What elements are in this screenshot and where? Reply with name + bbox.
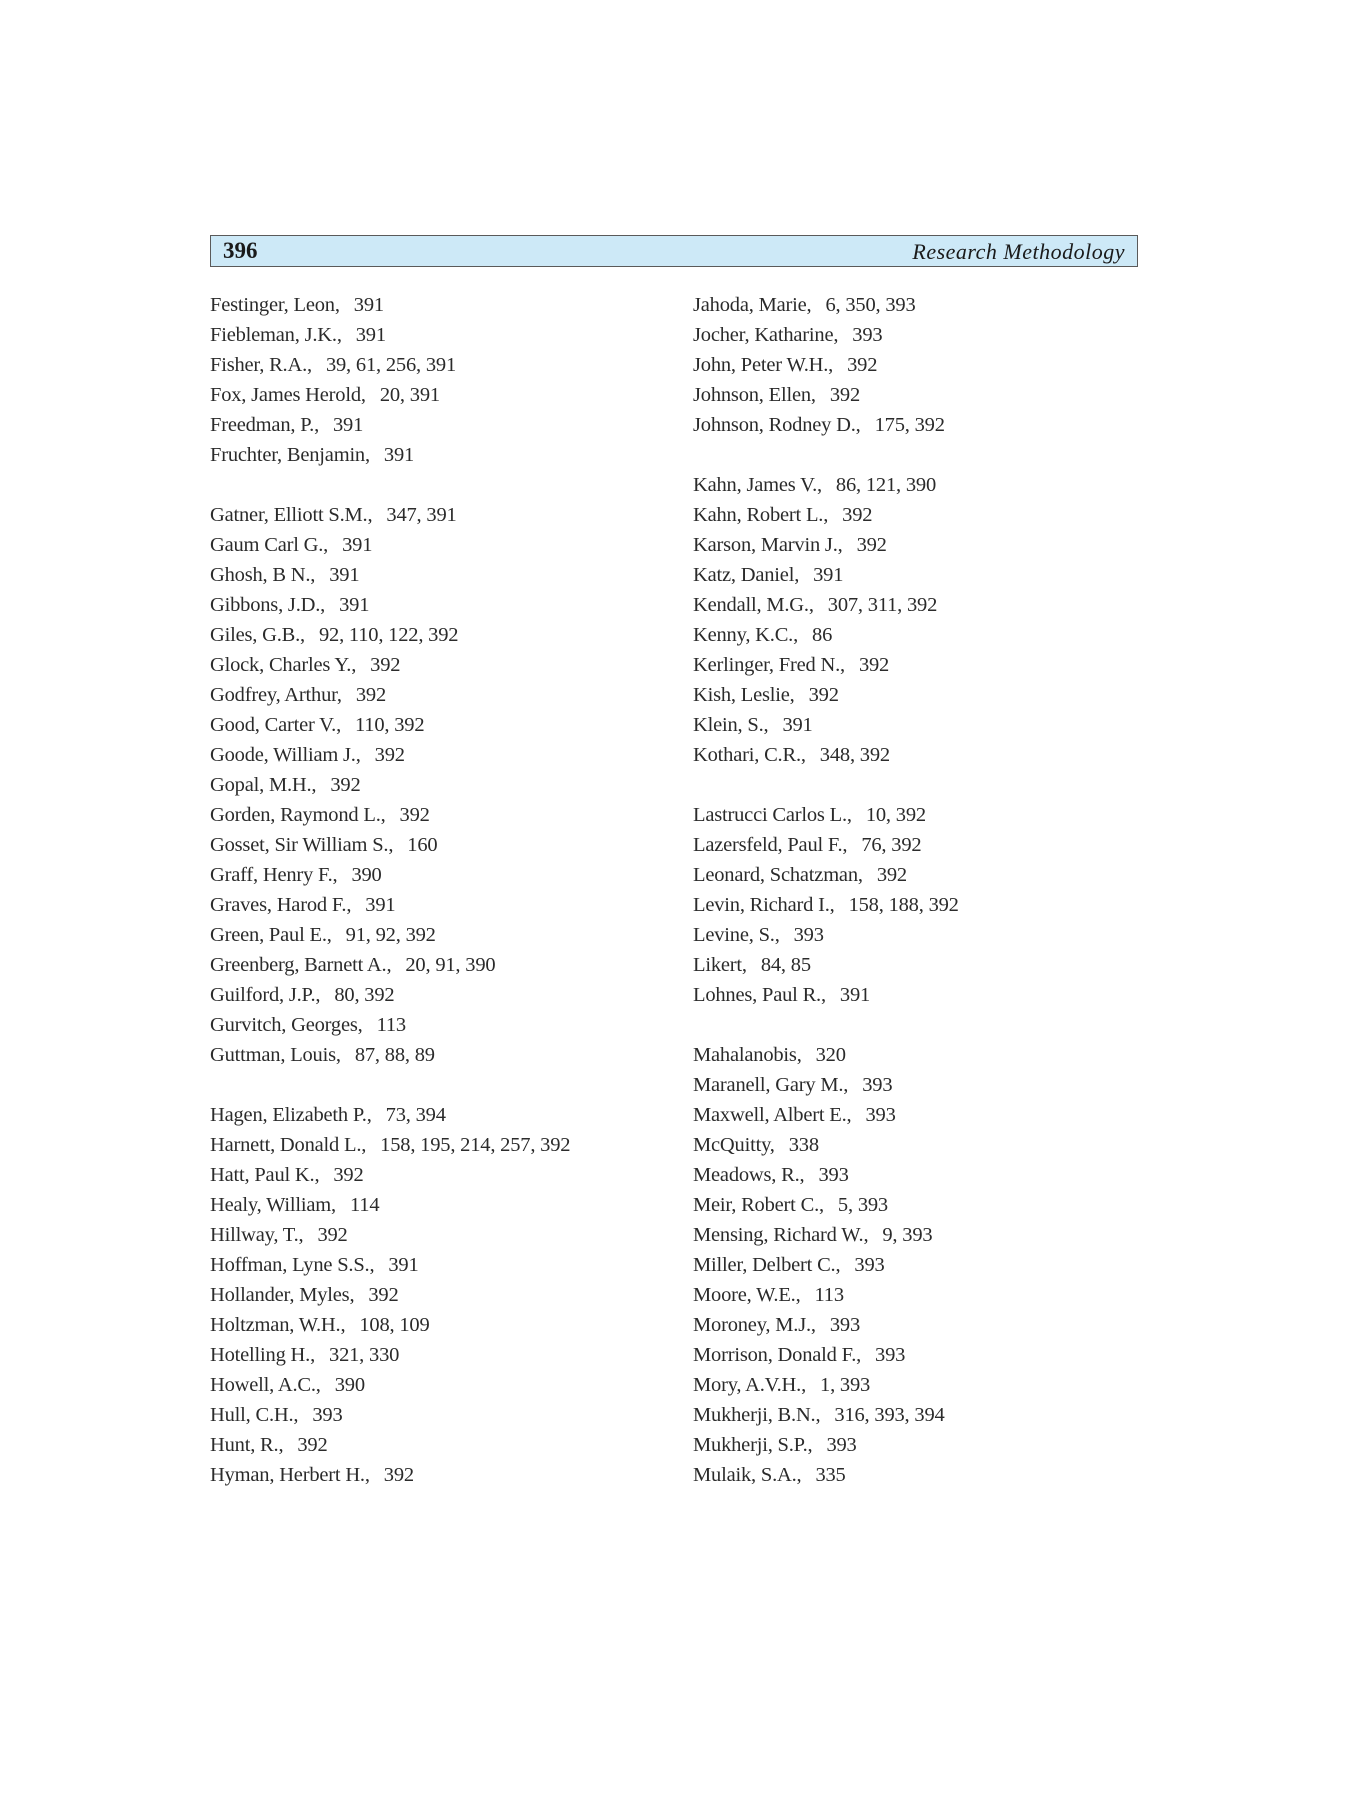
index-entry — [693, 1222, 959, 1252]
page-references: 391 — [383, 444, 415, 466]
author-name: Harnett, Donald L., — [210, 1134, 367, 1156]
index-entry — [693, 712, 959, 742]
index-column-right — [693, 292, 959, 1492]
author-name: Kerlinger, Fred N., — [693, 654, 845, 676]
index-entry — [210, 832, 570, 862]
index-entry — [693, 532, 959, 562]
page-references: 392 — [317, 1224, 348, 1246]
page-references: 393 — [852, 324, 883, 346]
index-entry — [210, 982, 570, 1012]
page-references: 393 — [818, 1164, 849, 1186]
index-entry — [210, 712, 570, 742]
page-references: 84, 85 — [760, 954, 811, 976]
running-header — [210, 235, 1138, 267]
author-name: Guttman, Louis, — [210, 1044, 341, 1066]
page-references: 392 — [842, 504, 873, 526]
author-name: Meadows, R., — [693, 1164, 805, 1186]
page-references: 391 — [782, 714, 813, 736]
author-name: Kendall, M.G., — [693, 594, 814, 616]
index-entry — [693, 802, 959, 832]
index-entry — [210, 502, 570, 532]
author-name: Lohnes, Paul R., — [693, 984, 826, 1006]
author-name: Lazersfeld, Paul F., — [693, 834, 848, 856]
page-references: 1, 393 — [820, 1374, 871, 1396]
author-name: Gurvitch, Georges, — [210, 1014, 363, 1036]
index-entry — [210, 1252, 570, 1282]
page-references: 391 — [839, 984, 871, 1006]
author-name: Giles, G.B., — [210, 624, 305, 646]
index-entry — [693, 352, 959, 382]
author-name: Gatner, Elliott S.M., — [210, 504, 373, 526]
author-name: Festinger, Leon, — [210, 294, 340, 316]
page-references: 391 — [365, 894, 396, 916]
index-entry — [693, 1432, 959, 1462]
page-references: 390 — [334, 1374, 365, 1396]
page-references: 158, 195, 214, 257, 392 — [380, 1134, 571, 1156]
page-references: 392 — [368, 1284, 399, 1306]
page-references: 114 — [349, 1194, 380, 1216]
index-entry — [693, 1252, 959, 1282]
page-references: 338 — [788, 1134, 819, 1156]
index-entry — [693, 952, 959, 982]
page-references: 113 — [814, 1284, 844, 1306]
author-name: Moroney, M.J., — [693, 1314, 816, 1336]
index-entry — [210, 682, 570, 712]
index-entry — [693, 1342, 959, 1372]
author-name: Likert, — [693, 954, 747, 976]
author-name: Jocher, Katharine, — [693, 324, 839, 346]
index-entry — [210, 952, 570, 982]
section-gap — [210, 472, 570, 502]
author-name: Mensing, Richard W., — [693, 1224, 869, 1246]
page-references: 392 — [808, 684, 839, 706]
index-entry — [693, 1102, 959, 1132]
author-name: Kahn, Robert L., — [693, 504, 829, 526]
index-entry — [210, 562, 570, 592]
page-references: 392 — [355, 684, 387, 706]
author-name: Goode, William J., — [210, 744, 361, 766]
author-name: Maxwell, Albert E., — [693, 1104, 852, 1126]
author-name: Hoffman, Lyne S.S., — [210, 1254, 375, 1276]
page-references: 175, 392 — [874, 414, 945, 436]
index-column-left — [210, 292, 570, 1492]
index-entry — [210, 772, 570, 802]
page-references: 391 — [353, 294, 384, 316]
section-gap — [693, 1012, 959, 1042]
page-references: 392 — [856, 534, 887, 556]
index-entry — [210, 412, 570, 442]
page-references: 392 — [876, 864, 907, 886]
page-references: 307, 311, 392 — [827, 594, 938, 616]
page-references: 108, 109 — [359, 1314, 430, 1336]
author-name: Levine, S., — [693, 924, 780, 946]
author-name: Hillway, T., — [210, 1224, 304, 1246]
index-entry — [693, 652, 959, 682]
author-name: Mukherji, S.P., — [693, 1434, 813, 1456]
page-references: 393 — [854, 1254, 885, 1276]
author-name: Mahalanobis, — [693, 1044, 802, 1066]
index-entry — [693, 922, 959, 952]
page-references: 391 — [813, 564, 844, 586]
index-entry — [210, 1402, 570, 1432]
page-references: 86, 121, 390 — [835, 474, 937, 496]
author-name: Fox, James Herold, — [210, 384, 366, 406]
page-references: 10, 392 — [865, 804, 926, 826]
author-name: Hollander, Myles, — [210, 1284, 355, 1306]
index-entry — [693, 1132, 959, 1162]
page-references: 110, 392 — [355, 714, 425, 736]
index-entry — [693, 862, 959, 892]
index-entry — [210, 1432, 570, 1462]
index-entry — [693, 1072, 959, 1102]
index-entry — [210, 1012, 570, 1042]
index-entry — [693, 472, 959, 502]
index-entry — [693, 502, 959, 532]
index-entry — [693, 1042, 959, 1072]
page-references: 392 — [374, 744, 405, 766]
index-entry — [210, 442, 570, 472]
author-name: Ghosh, B N., — [210, 564, 316, 586]
index-entry — [693, 682, 959, 712]
page-references: 347, 391 — [386, 504, 457, 526]
page-references: 391 — [333, 414, 364, 436]
index-entry — [693, 1462, 959, 1492]
book-title: Research Methodology — [912, 239, 1125, 264]
index-entry — [210, 652, 570, 682]
author-name: Kothari, C.R., — [693, 744, 806, 766]
page-references: 335 — [815, 1464, 846, 1486]
index-entry — [210, 532, 570, 562]
author-name: Gorden, Raymond L., — [210, 804, 386, 826]
page-references: 392 — [383, 1464, 414, 1486]
author-name: Johnson, Ellen, — [693, 384, 816, 406]
author-name: Howell, A.C., — [210, 1374, 321, 1396]
author-name: Morrison, Donald F., — [693, 1344, 862, 1366]
index-entry — [210, 1372, 570, 1402]
page-references: 393 — [826, 1434, 857, 1456]
page-references: 91, 92, 392 — [345, 924, 436, 946]
index-entry — [693, 412, 959, 442]
author-name: Gopal, M.H., — [210, 774, 317, 796]
author-name: Kish, Leslie, — [693, 684, 795, 706]
page-references: 392 — [399, 804, 430, 826]
author-name: Fisher, R.A., — [210, 354, 312, 376]
author-name: Hull, C.H., — [210, 1404, 299, 1426]
page-references: 392 — [847, 354, 878, 376]
page-references: 320 — [815, 1044, 846, 1066]
index-entry — [210, 1042, 570, 1072]
page-references: 392 — [858, 654, 890, 676]
author-name: Green, Paul E., — [210, 924, 332, 946]
page-references: 20, 91, 390 — [405, 954, 496, 976]
page-references: 392 — [330, 774, 361, 796]
page-references: 73, 394 — [385, 1104, 446, 1126]
author-name: Klein, S., — [693, 714, 769, 736]
section-gap — [693, 772, 959, 802]
page-references: 160 — [407, 834, 438, 856]
author-name: Mory, A.V.H., — [693, 1374, 807, 1396]
author-name: Healy, William, — [210, 1194, 336, 1216]
page-references: 393 — [865, 1104, 896, 1126]
page-references: 393 — [875, 1344, 906, 1366]
index-entry — [210, 292, 570, 322]
author-name: Guilford, J.P., — [210, 984, 321, 1006]
page-references: 6, 350, 393 — [825, 294, 916, 316]
author-name: Jahoda, Marie, — [693, 294, 812, 316]
index-entry — [693, 1402, 959, 1432]
index-entry — [693, 892, 959, 922]
index-entry — [210, 862, 570, 892]
author-name: Greenberg, Barnett A., — [210, 954, 392, 976]
index-entry — [693, 382, 959, 412]
index-entry — [210, 1102, 570, 1132]
index-entry — [693, 1372, 959, 1402]
author-name: Gosset, Sir William S., — [210, 834, 394, 856]
index-entry — [693, 1162, 959, 1192]
index-entry — [693, 742, 959, 772]
page-references: 392 — [297, 1434, 328, 1456]
author-name: John, Peter W.H., — [693, 354, 834, 376]
page-references: 316, 393, 394 — [834, 1404, 945, 1426]
page-references: 392 — [370, 654, 401, 676]
author-name: Glock, Charles Y., — [210, 654, 357, 676]
index-entry — [693, 1312, 959, 1342]
index-entry — [693, 832, 959, 862]
page-references: 9, 393 — [882, 1224, 933, 1246]
author-name: Fruchter, Benjamin, — [210, 444, 370, 466]
index-entry — [210, 1342, 570, 1372]
index-entry — [210, 322, 570, 352]
index-entry — [693, 1192, 959, 1222]
author-name: Leonard, Schatzman, — [693, 864, 863, 886]
author-name: Freedman, P., — [210, 414, 319, 436]
author-name: Godfrey, Arthur, — [210, 684, 342, 706]
index-entry — [210, 622, 570, 652]
page-references: 393 — [793, 924, 824, 946]
section-gap — [693, 442, 959, 472]
page-references: 391 — [388, 1254, 419, 1276]
author-name: Lastrucci Carlos L., — [693, 804, 852, 826]
author-name: Mulaik, S.A., — [693, 1464, 802, 1486]
author-name: Hagen, Elizabeth P., — [210, 1104, 372, 1126]
author-name: Gibbons, J.D., — [210, 594, 326, 616]
page-references: 87, 88, 89 — [354, 1044, 435, 1066]
page-references: 92, 110, 122, 392 — [318, 624, 459, 646]
author-name: Kenny, K.C., — [693, 624, 799, 646]
author-name: Katz, Daniel, — [693, 564, 800, 586]
page-references: 348, 392 — [819, 744, 890, 766]
index-entry — [693, 322, 959, 352]
author-name: Levin, Richard I., — [693, 894, 835, 916]
page-references: 80, 392 — [334, 984, 395, 1006]
index-entry — [693, 592, 959, 622]
author-name: Moore, W.E., — [693, 1284, 801, 1306]
page-references: 393 — [829, 1314, 861, 1336]
author-name: Gaum Carl G., — [210, 534, 329, 556]
author-name: Good, Carter V., — [210, 714, 341, 736]
page-references: 113 — [376, 1014, 406, 1036]
index-entry — [693, 622, 959, 652]
page-references: 5, 393 — [837, 1194, 888, 1216]
index-entry — [693, 562, 959, 592]
page-references: 390 — [351, 864, 382, 886]
index-entry — [210, 1162, 570, 1192]
author-name: Meir, Robert C., — [693, 1194, 824, 1216]
index-entry — [210, 592, 570, 622]
page-references: 391 — [355, 324, 386, 346]
page-references: 76, 392 — [861, 834, 922, 856]
page-references: 392 — [829, 384, 860, 406]
index-entry — [210, 922, 570, 952]
author-name: Fiebleman, J.K., — [210, 324, 342, 346]
index-entry — [210, 1462, 570, 1492]
page-references: 391 — [342, 534, 373, 556]
author-name: Hyman, Herbert H., — [210, 1464, 370, 1486]
index-entry — [210, 1192, 570, 1222]
index-entry — [210, 892, 570, 922]
index-entry — [210, 382, 570, 412]
page-references: 393 — [312, 1404, 343, 1426]
page-references: 86 — [812, 624, 833, 646]
page-number: 396 — [223, 238, 258, 263]
page-references: 39, 61, 256, 391 — [325, 354, 456, 376]
index-entry — [693, 982, 959, 1012]
index-entry — [210, 352, 570, 382]
index-entry — [210, 1312, 570, 1342]
author-name: Johnson, Rodney D., — [693, 414, 861, 436]
author-name: Karson, Marvin J., — [693, 534, 843, 556]
author-name: Miller, Delbert C., — [693, 1254, 841, 1276]
author-name: Hotelling H., — [210, 1344, 316, 1366]
author-name: Maranell, Gary M., — [693, 1074, 849, 1096]
page-references: 321, 330 — [329, 1344, 400, 1366]
page-references: 393 — [862, 1074, 893, 1096]
author-name: McQuitty, — [693, 1134, 775, 1156]
index-entry — [210, 1282, 570, 1312]
page-references: 158, 188, 392 — [848, 894, 959, 916]
page-references: 391 — [329, 564, 360, 586]
author-name: Hatt, Paul K., — [210, 1164, 320, 1186]
page-references: 391 — [339, 594, 370, 616]
index-entry — [210, 1132, 570, 1162]
index-entry — [210, 1222, 570, 1252]
author-name: Graves, Harod F., — [210, 894, 352, 916]
author-name: Kahn, James V., — [693, 474, 822, 496]
index-entry — [693, 1282, 959, 1312]
author-name: Holtzman, W.H., — [210, 1314, 346, 1336]
page-references: 392 — [333, 1164, 364, 1186]
index-entry — [210, 802, 570, 832]
author-name: Graff, Henry F., — [210, 864, 338, 886]
index-entry — [693, 292, 959, 322]
author-name: Hunt, R., — [210, 1434, 284, 1456]
index-entry — [210, 742, 570, 772]
page-references: 20, 391 — [379, 384, 440, 406]
author-name: Mukherji, B.N., — [693, 1404, 821, 1426]
section-gap — [210, 1072, 570, 1102]
